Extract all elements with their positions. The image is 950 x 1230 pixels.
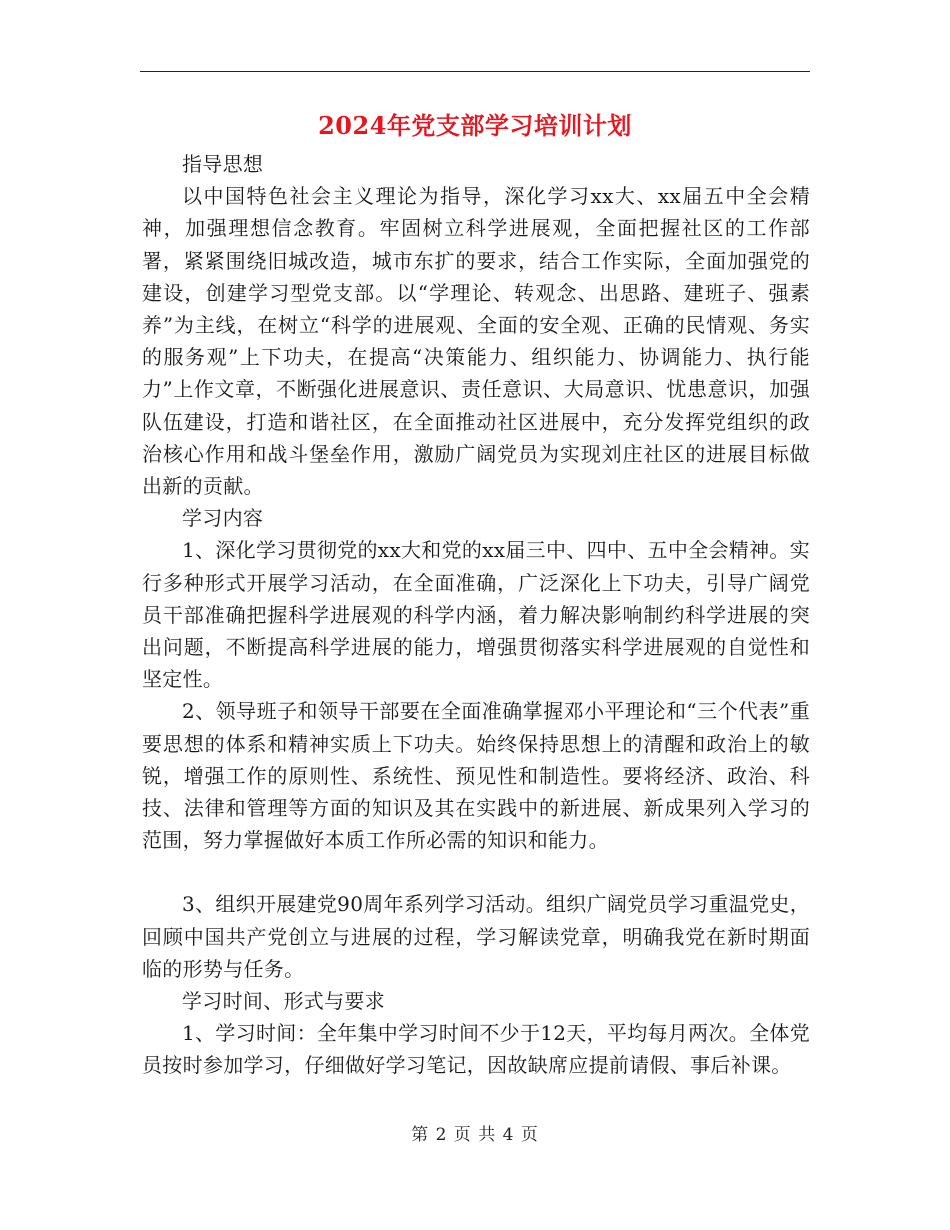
section-heading-guiding-thought: 指导思想 <box>182 152 264 176</box>
document-title: 2024年党支部学习培训计划 <box>318 111 632 140</box>
page-number-footer: 第 2 页 共 4 页 <box>411 1125 539 1145</box>
paragraph-content-item-1: 1、深化学习贯彻党的xx大和党的xx届三中、四中、五中全会精神。实行多种形式开展学习活动，在全面准确，广泛深化上下功夫，引导广阔党员干部准确把握科学进展观的科学内涵，着力解决影响制约科学进展的突出问题，不断提高科学进展的能力，增强贯彻落实科学进展观的自觉性和坚定性。 <box>142 538 810 692</box>
section-heading-study-content: 学习内容 <box>182 506 264 531</box>
section-heading-time-form-requirements: 学习时间、形式与要求 <box>182 989 385 1014</box>
header-rule <box>140 71 810 72</box>
paragraph-guiding-thought: 以中国特色社会主义理论为指导，深化学习xx大、xx届五中全会精神，加强理想信念教育。牢固树立科学进展观，全面把握社区的工作部署，紧紧围绕旧城改造，城市东扩的要求，结合工作实际，全面加强党的建设，创建学习型党支部。以“学理论、转观念、出思路、建班子、强素养”为主线，在树立“科学的进展观、全面的安全观、正确的民情观、务实的服务观”上下功夫，在提高“决策能力、组织能力、协调能力、执行能力”上作文章，不断强化进展意识、责任意识、大局意识、忧患意识，加强队伍建设，打造和谐社区，在全面推动社区进展中，充分发挥党组织的政治核心作用和战斗堡垒作用，激励广阔党员为实现刘庄社区的进展目标做出新的贡献。 <box>142 184 810 499</box>
paragraph-content-item-3: 3、组织开展建党90周年系列学习活动。组织广阔党员学习重温党史，回顾中国共产党创立与进展的过程，学习解读党章，明确我党在新时期面临的形势与任务。 <box>142 892 810 981</box>
paragraph-content-item-2: 2、领导班子和领导干部要在全面准确掌握邓小平理论和“三个代表”重要思想的体系和精神实质上下功夫。始终保持思想上的清醒和政治上的敏锐，增强工作的原则性、系统性、预见性和制造性。要将经济、政治、科技、法律和管理等方面的知识及其在实践中的新进展、新成果列入学习的范围，努力掌握做好本质工作所必需的知识和能力。 <box>142 699 810 853</box>
document-body <box>142 148 810 1082</box>
paragraph-study-time: 1、学习时间：全年集中学习时间不少于12天，平均每月两次。全体党员按时参加学习，仔细做好学习笔记，因故缺席应提前请假、事后补课。 <box>142 1021 810 1078</box>
